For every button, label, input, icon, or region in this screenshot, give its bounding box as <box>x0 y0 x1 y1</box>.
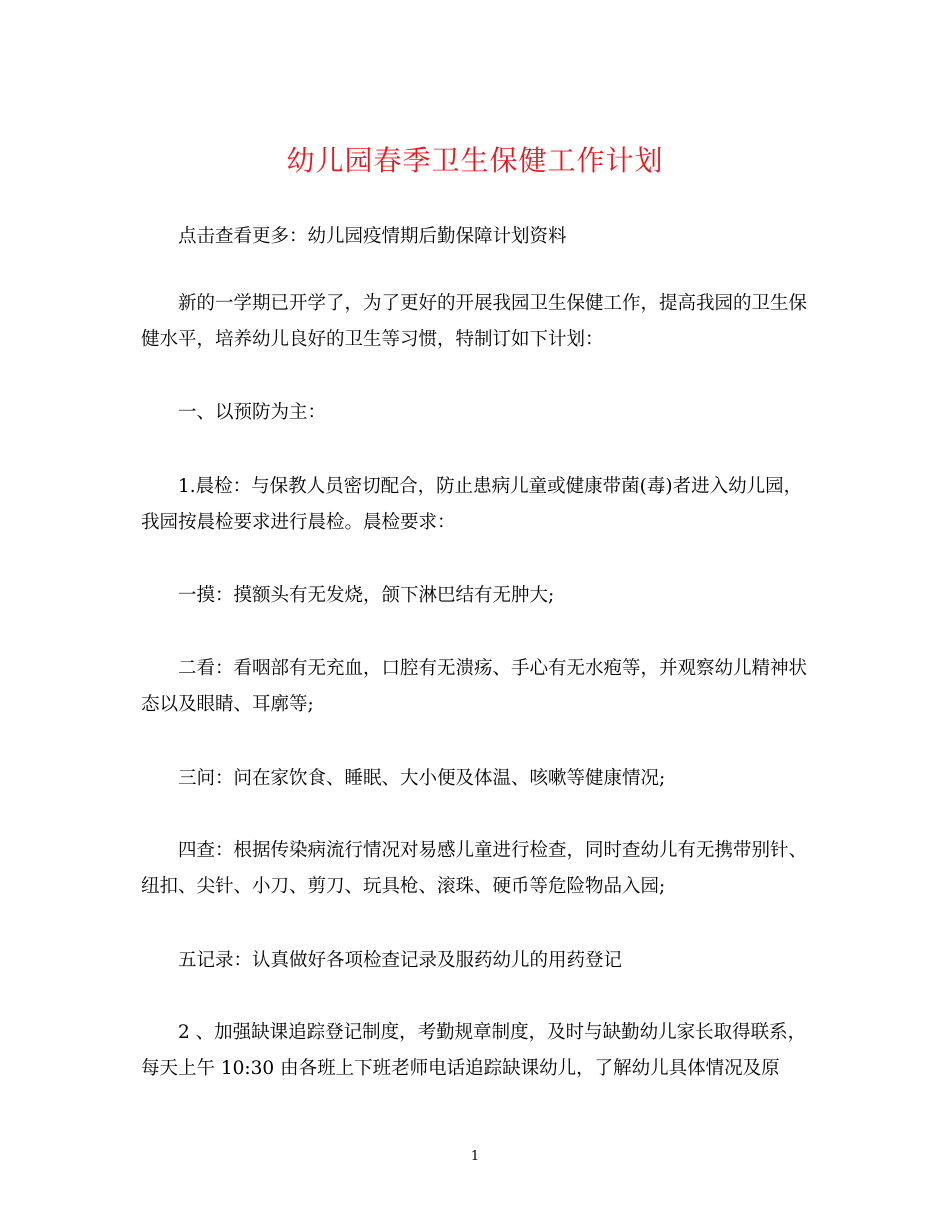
paragraph-morning-check: 1.晨检：与保教人员密切配合，防止患病儿童或健康带菌(毒)者进入幼儿园，我园按晨检要求进行晨检。晨检要求： <box>141 476 803 533</box>
paragraph-intro: 新的一学期已开学了，为了更好的开展我园卫生保健工作，提高我园的卫生保健水平，培养幼儿良好的卫生等习惯，特制订如下计划： <box>141 293 808 350</box>
paragraph-ask: 三问：问在家饮食、睡眠、大小便及体温、咳嗽等健康情况; <box>178 768 666 789</box>
paragraph-record: 五记录：认真做好各项检查记录及服药幼儿的用药登记 <box>178 950 623 971</box>
paragraph-touch: 一摸：摸额头有无发烧，颌下淋巴结有无肿大; <box>178 585 555 606</box>
paragraph-absence-tracking: 2 、加强缺课追踪登记制度，考勤规章制度，及时与缺勤幼儿家长取得联系，每天上午 10:30 由各班上下班老师电话追踪缺课幼儿，了解幼儿具体情况及原 <box>141 1022 807 1079</box>
paragraph-inspect: 四查：根据传染病流行情况对易感儿童进行检查，同时查幼儿有无携带别针、纽扣、尖针、小刀、剪刀、玩具枪、滚珠、硬币等危险物品入园; <box>141 840 808 897</box>
document-title: 幼儿园春季卫生保健工作计划 <box>286 144 664 177</box>
paragraph-section-heading: 一、以预防为主： <box>178 402 327 423</box>
paragraph-look: 二看：看咽部有无充血，口腔有无溃疡、手心有无水疱等，并观察幼儿精神状态以及眼睛、耳廓等; <box>141 658 808 715</box>
page-number: 1 <box>470 1149 480 1164</box>
paragraph-more-link: 点击查看更多：幼儿园疫情期后勤保障计划资料 <box>178 226 567 247</box>
